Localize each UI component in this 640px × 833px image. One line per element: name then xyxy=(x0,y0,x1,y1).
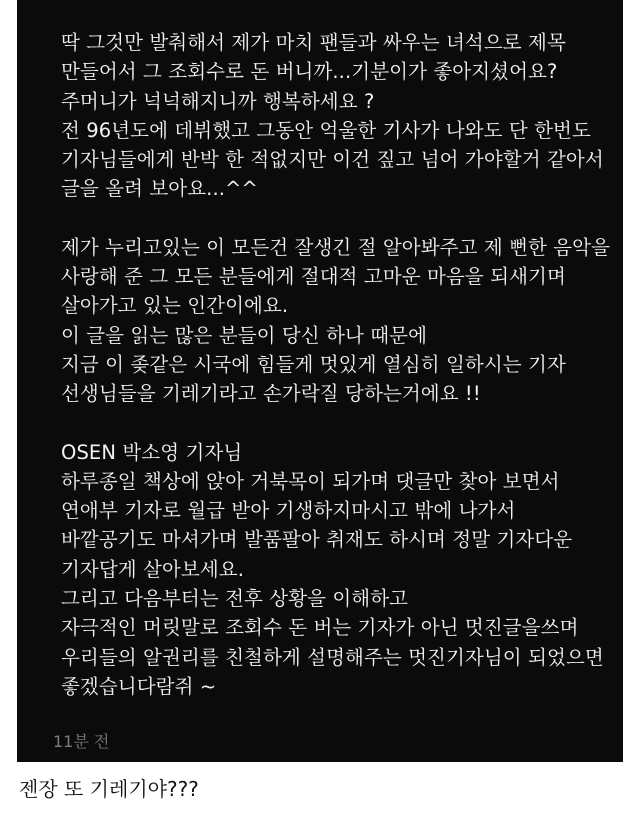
post-paragraph xyxy=(61,28,631,204)
post-line: 살아가고 있는 인간이에요. xyxy=(61,294,289,318)
post-line: OSEN 박소영 기자님 xyxy=(61,440,243,464)
post-line: 주머니가 넉넉해지니까 행복하세요 ? xyxy=(61,89,375,113)
post-line: 전 96년도에 데뷔했고 그동안 억울한 기사가 나와도 단 한번도 xyxy=(61,118,591,142)
post-line: 선생님들을 기레기라고 손가락질 당하는거에요 !! xyxy=(61,382,481,406)
post-line: 제가 누리고있는 이 모든건 잘생긴 절 알아봐주고 제 뻔한 음악을 xyxy=(61,235,611,259)
caption-text: 젠장 또 기레기야??? xyxy=(19,777,199,801)
post-line: 기자님들에게 반박 한 적없지만 이건 짚고 넘어 가야할거 같아서 xyxy=(61,148,604,172)
post-line: 글을 올려 보아요...^^ xyxy=(61,177,258,201)
post-card xyxy=(17,0,623,762)
post-paragraph xyxy=(61,233,631,409)
post-timestamp: 11분 전 xyxy=(53,732,110,751)
post-line: 지금 이 좆같은 시국에 힘들게 멋있게 열심히 일하시는 기자 xyxy=(61,352,566,376)
post-line: 좋겠습니다람쥐 ~ xyxy=(61,674,217,698)
post-line: 연애부 기자로 월급 받아 기생하지마시고 밖에 나가서 xyxy=(61,499,516,523)
post-body xyxy=(61,28,631,701)
post-line: 만들어서 그 조회수로 돈 버니까...기분이가 좋아지셨어요? xyxy=(61,60,558,84)
post-line: 자극적인 머릿말로 조회수 돈 버는 기자가 아닌 멋진글을쓰며 xyxy=(61,616,579,640)
post-line: 이 글을 읽는 많은 분들이 당신 하나 때문에 xyxy=(61,323,428,347)
post-line: 그리고 다음부터는 전후 상황을 이해하고 xyxy=(61,587,409,611)
post-line: 하루종일 책상에 앉아 거북목이 되가며 댓글만 찾아 보면서 xyxy=(61,469,560,493)
post-paragraph xyxy=(61,438,631,702)
post-line: 딱 그것만 발춰해서 제가 마치 팬들과 싸우는 녀석으로 제목 xyxy=(61,31,566,54)
post-line: 사랑해 준 그 모든 분들에게 절대적 고마운 마음을 되새기며 xyxy=(61,265,566,289)
post-line: 바깥공기도 마셔가며 발품팔아 취재도 하시며 정말 기자다운 xyxy=(61,528,573,552)
post-line: 기자답게 살아보세요. xyxy=(61,557,245,581)
post-line: 우리들의 알권리를 친철하게 설명해주는 멋진기자님이 되었으면 xyxy=(61,645,604,669)
